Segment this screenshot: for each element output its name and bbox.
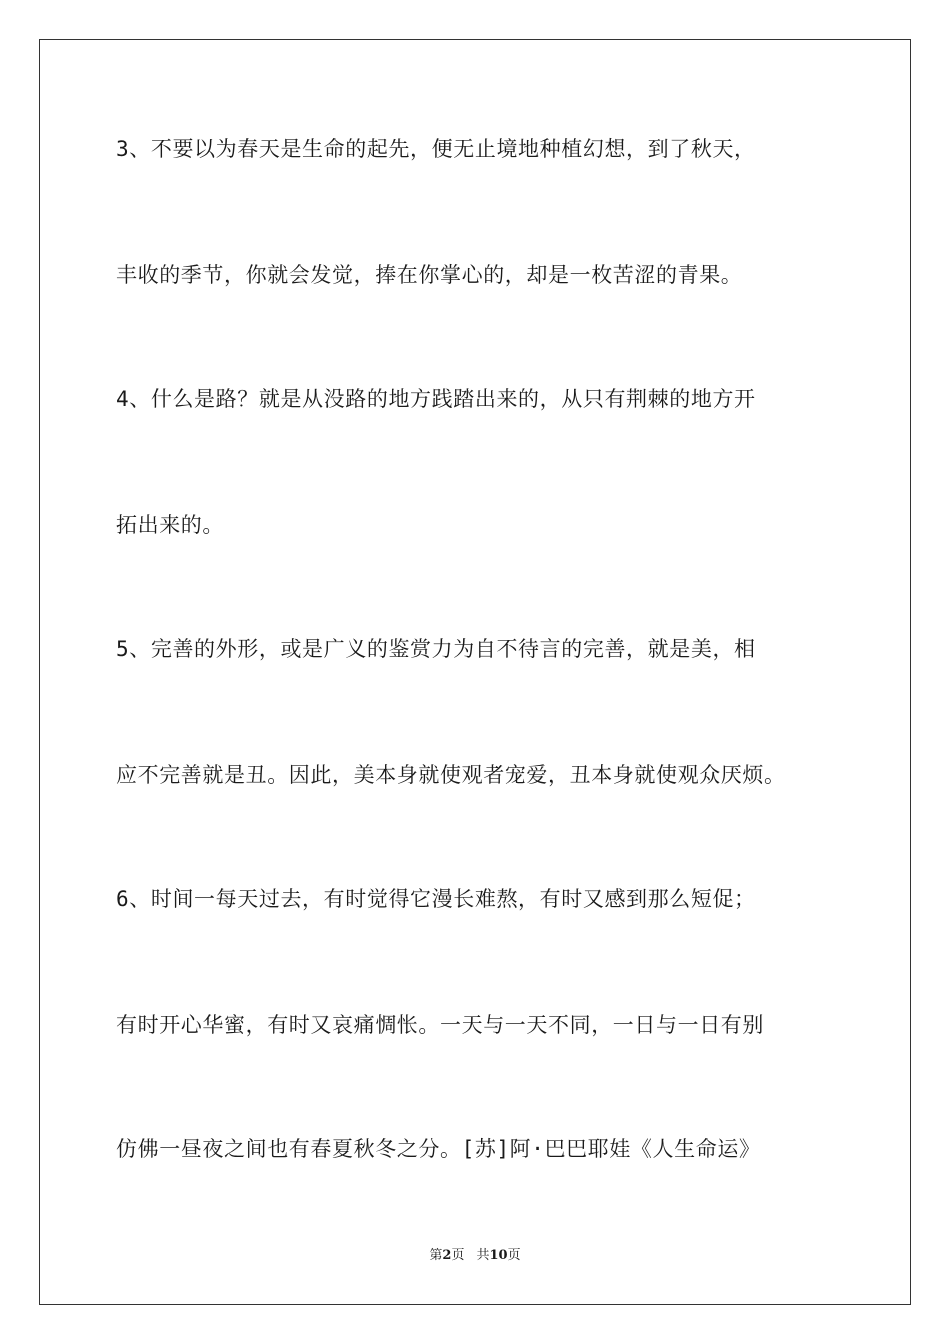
text-line-1: 3、不要以为春天是生命的起先，便无止境地种植幻想，到了秋天， (116, 137, 756, 161)
text-line-3: 4、什么是路？就是从没路的地方践踏出来的，从只有荆棘的地方开 (116, 387, 756, 411)
total-pages: 10 (489, 1248, 508, 1263)
total-prefix: 共 (476, 1248, 490, 1263)
text-line-8: 有时开心华蜜，有时又哀痛惆怅。一天与一天不同，一日与一日有别 (116, 1013, 764, 1037)
page-suffix: 页 (451, 1248, 465, 1263)
page-border (39, 39, 911, 1305)
page-prefix: 第 (429, 1248, 443, 1263)
text-line-4: 拓出来的。 (116, 513, 224, 537)
page-number: 2 (442, 1248, 452, 1263)
text-line-9: 仿佛一昼夜之间也有春夏秋冬之分。[苏]阿·巴巴耶娃《人生命运》 (116, 1137, 761, 1161)
total-suffix: 页 (507, 1248, 521, 1263)
page-footer (0, 1248, 950, 1264)
text-line-5: 5、完善的外形，或是广义的鉴赏力为自不待言的完善，就是美，相 (116, 637, 756, 661)
text-line-6: 应不完善就是丑。因此，美本身就使观者宠爱，丑本身就使观众厌烦。 (116, 763, 786, 787)
text-line-7: 6、时间一每天过去，有时觉得它漫长难熬，有时又感到那么短促； (116, 887, 756, 911)
text-line-2: 丰收的季节，你就会发觉，捧在你掌心的，却是一枚苦涩的青果。 (116, 263, 743, 287)
